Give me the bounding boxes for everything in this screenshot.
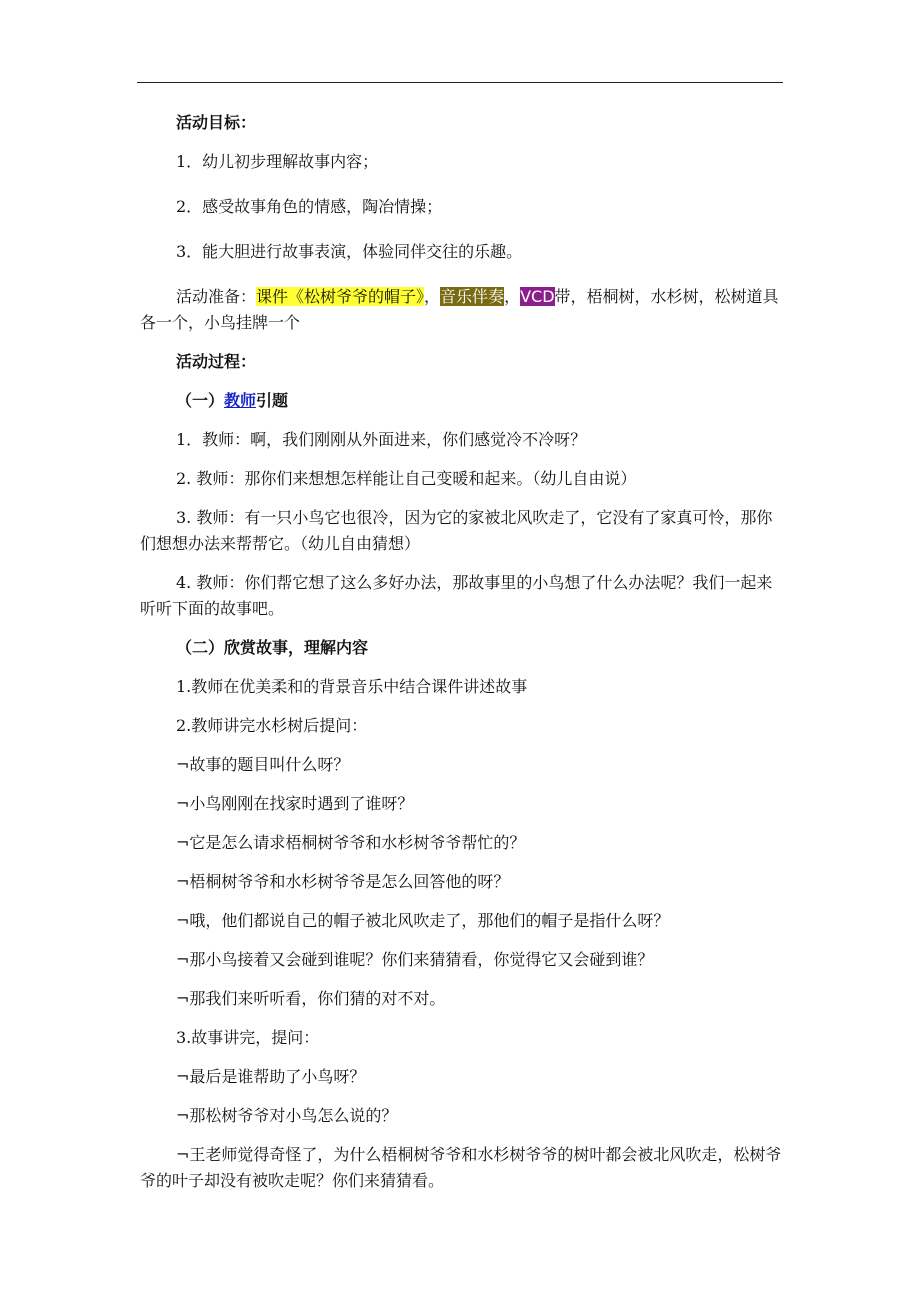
process-heading: 活动过程： (176, 352, 257, 371)
section-2-step-2: 2.教师讲完水杉树后提问： (176, 716, 368, 735)
question-item: ¬梧桐树爷爷和水杉树爷爷是怎么回答他的呀？ (176, 872, 510, 891)
teacher-link[interactable]: 教师 (224, 391, 257, 410)
goal-item-3: 3．能大胆进行故事表演，体验同伴交往的乐趣。 (176, 242, 523, 261)
goal-heading: 活动目标： (176, 113, 257, 132)
section-1-item-4: 4. 教师：你们帮它想了这么多好办法，那故事里的小鸟想了什么办法呢？我们一起来听听下面的故事吧。 (140, 573, 773, 618)
question-item: ¬那小鸟接着又会碰到谁呢？你们来猜猜看，你觉得它又会碰到谁？ (176, 950, 654, 969)
section-1-close: 引题 (256, 391, 289, 410)
prep-sep-2: ， (504, 287, 521, 306)
question-item: ¬那我们来听听看，你们猜的对不对。 (176, 989, 446, 1008)
document-body (140, 110, 784, 1194)
question-item: ¬它是怎么请求梧桐树爷爷和水杉树爷爷帮忙的？ (176, 833, 526, 852)
section-1-open: （一） (176, 391, 225, 410)
section-1-item-1: 1．教师：啊，我们刚刚从外面进来，你们感觉冷不冷呀？ (176, 430, 587, 449)
question-item: ¬故事的题目叫什么呀？ (176, 755, 350, 774)
question-item: ¬王老师觉得奇怪了，为什么梧桐树爷爷和水杉树爷爷的树叶都会被北风吹走，松树爷爷的叶子却没有被吹走呢？你们来猜猜看。 (140, 1145, 782, 1190)
question-item: ¬最后是谁帮助了小鸟呀？ (176, 1067, 366, 1086)
prep-sep-1: ， (424, 287, 441, 306)
section-2-heading: （二）欣赏故事，理解内容 (176, 638, 369, 657)
prep-prefix: 活动准备： (176, 287, 257, 306)
section-2-step-1: 1.教师在优美柔和的背景音乐中结合课件讲述故事 (176, 677, 528, 696)
prep-highlight-vcd: VCD (520, 287, 555, 306)
header-rule (137, 82, 783, 83)
section-1-item-3: 3. 教师：有一只小鸟它也很冷，因为它的家被北风吹走了，它没有了家真可怜，那你们想想办法来帮帮它。（幼儿自由猜想） (140, 508, 773, 553)
prep-highlight-music: 音乐伴奏 (440, 287, 505, 306)
section-1-heading (140, 388, 784, 414)
question-item: ¬那松树爷爷对小鸟怎么说的？ (176, 1106, 398, 1125)
section-2-step-3: 3.故事讲完，提问： (176, 1028, 320, 1047)
prep-paragraph (140, 284, 784, 336)
section-1-item-2: 2. 教师：那你们来想想怎样能让自己变暖和起来。（幼儿自由说） (176, 469, 637, 488)
question-item: ¬小鸟刚刚在找家时遇到了谁呀？ (176, 794, 414, 813)
prep-highlight-courseware: 课件《松树爷爷的帽子》 (256, 287, 425, 306)
goal-item-2: 2．感受故事角色的情感，陶冶情操； (176, 197, 443, 216)
prep-rest: 带，梧桐树，水杉树，松树道具各一个，小鸟挂牌一个 (140, 287, 779, 332)
question-item: ¬哦，他们都说自己的帽子被北风吹走了，那他们的帽子是指什么呀？ (176, 911, 670, 930)
goal-item-1: 1．幼儿初步理解故事内容； (176, 152, 379, 171)
